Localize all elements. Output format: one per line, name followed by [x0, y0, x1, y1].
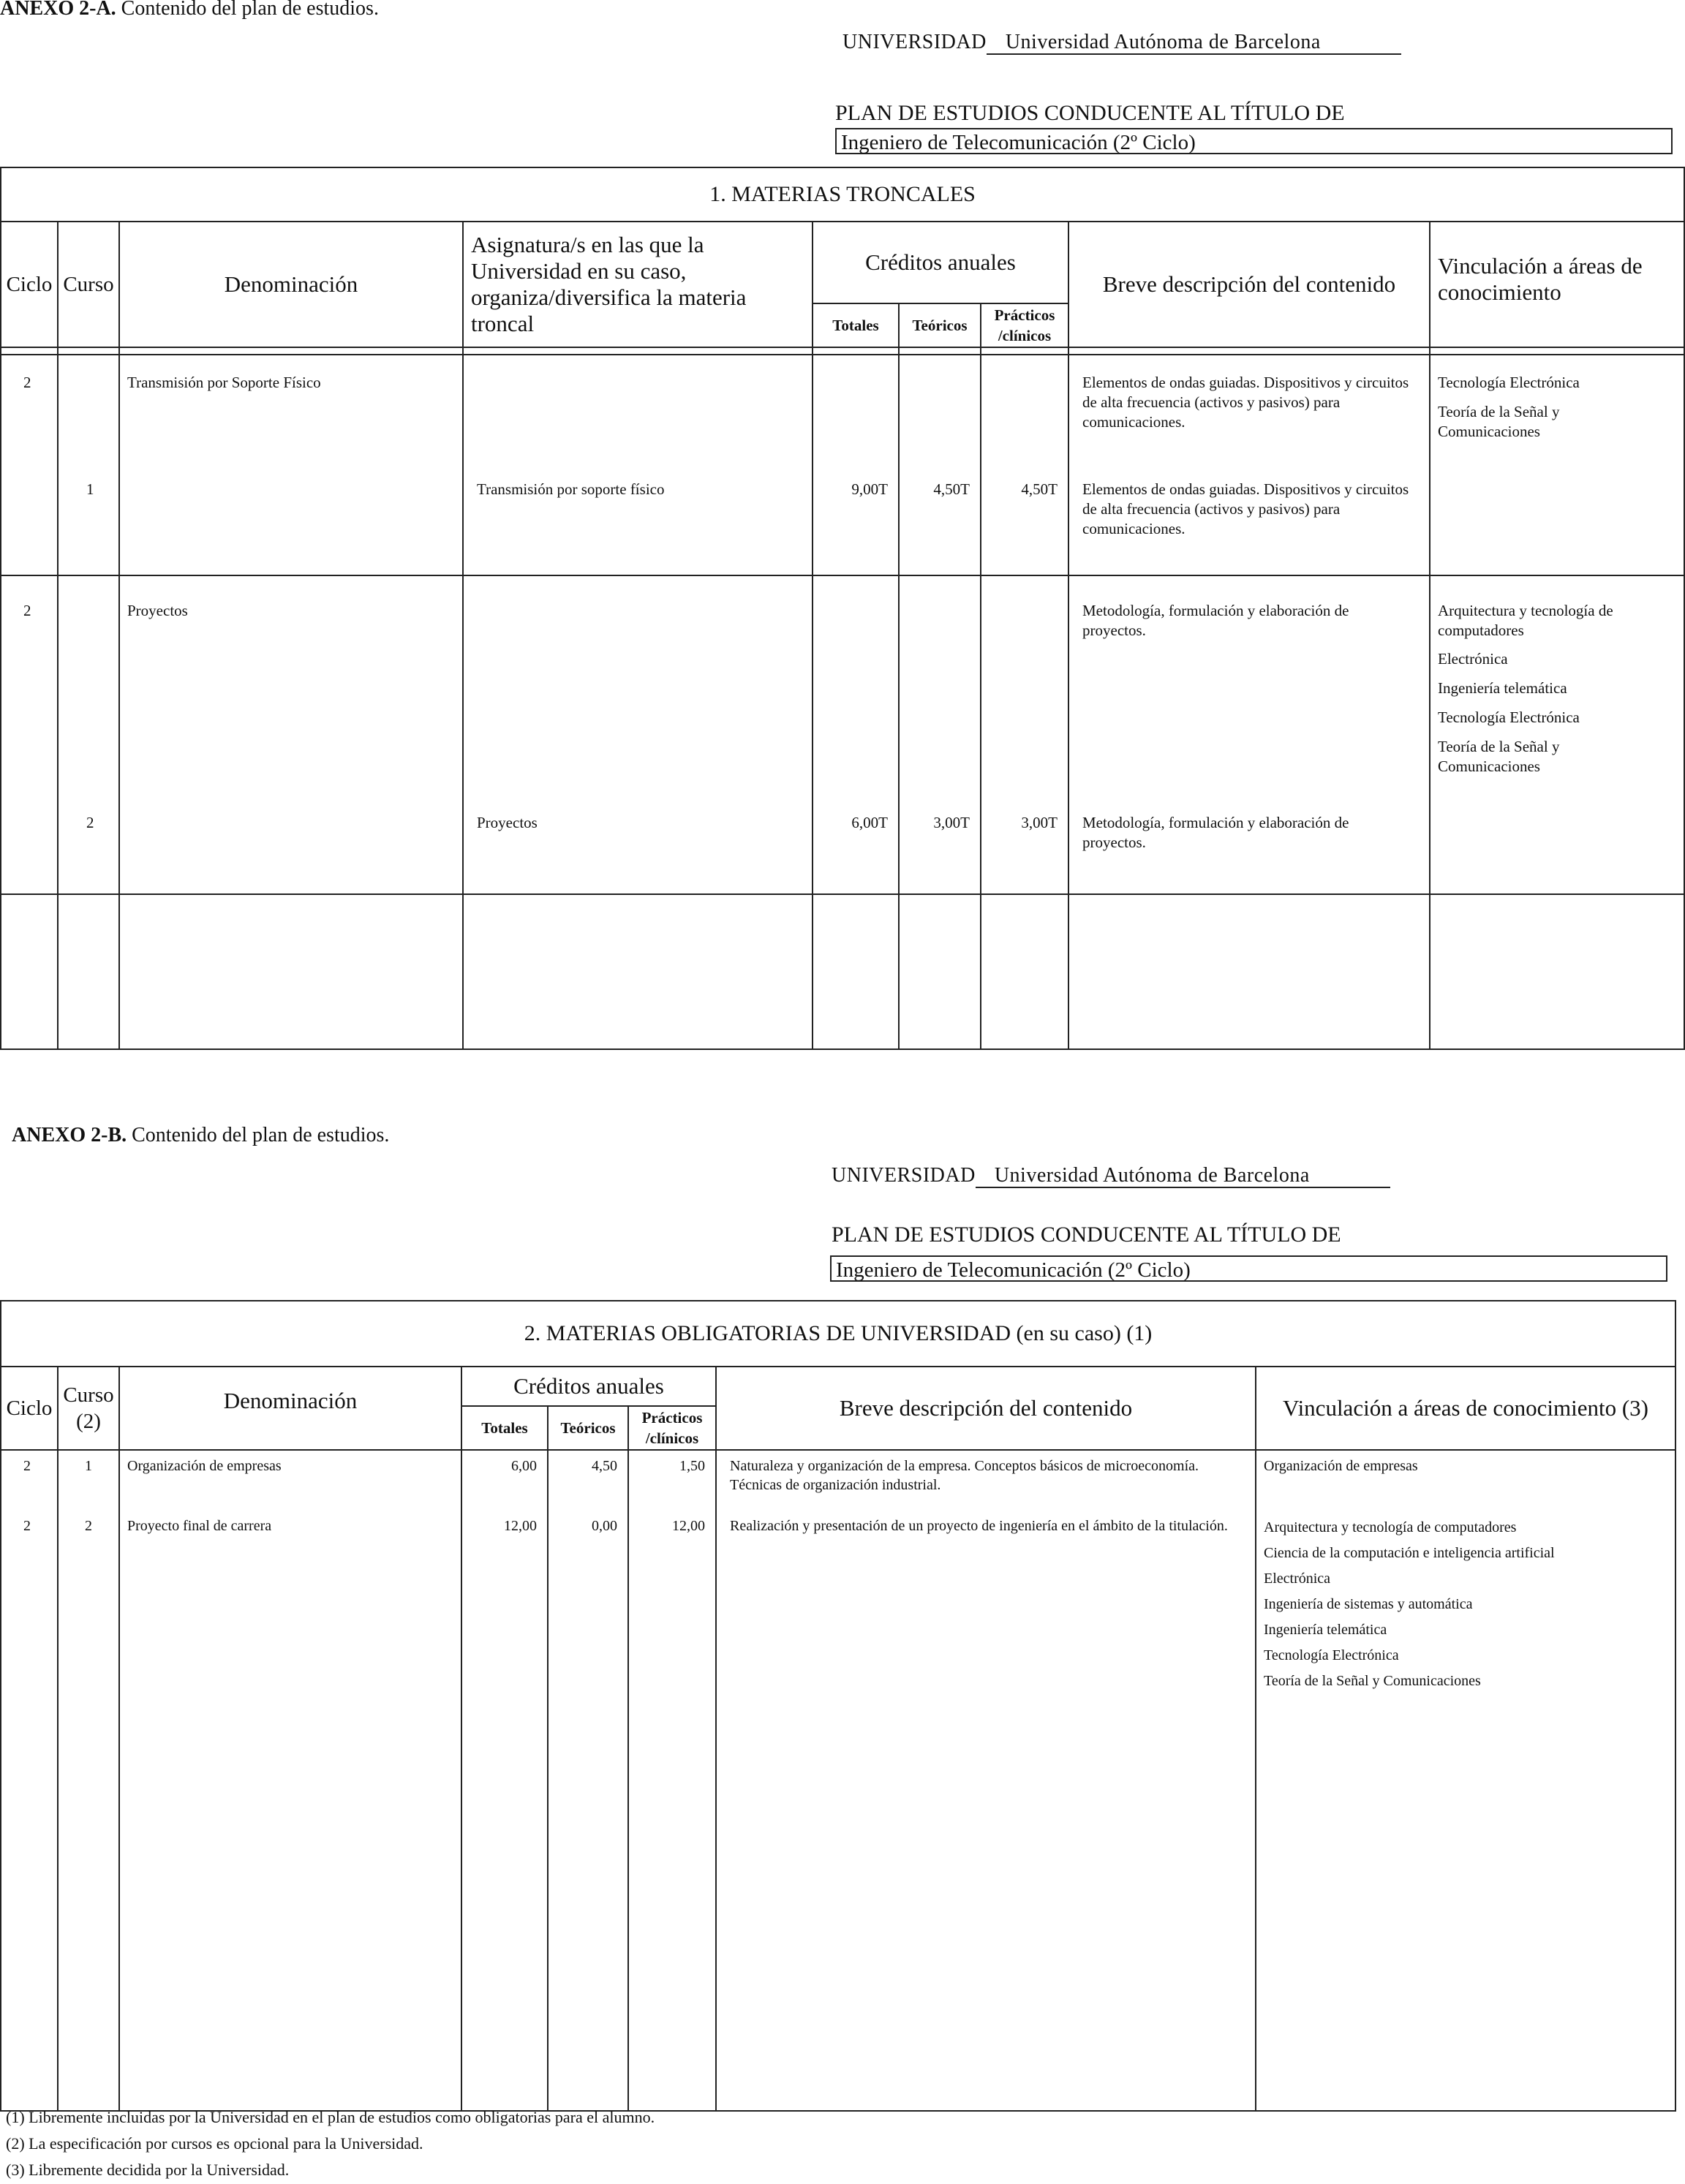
annex-b-university: UNIVERSIDAD Universidad Autónoma de Barcelona — [832, 1164, 1390, 1187]
totales-cell: 12,00 — [504, 1518, 537, 1534]
area-item: Ciencia de la computación e inteligencia artificial — [1264, 1545, 1555, 1561]
annex-a-degree-box: Ingeniero de Telecomunicación (2º Ciclo) — [835, 128, 1673, 154]
col-totales: Totales — [461, 1406, 548, 1450]
area-item: Teoría de la Señal y Comunicaciones — [1264, 1673, 1481, 1689]
descripcion-cell: Naturaleza y organización de la empresa. Conceptos básicos de microeconomía. Técnicas de organización industrial. — [730, 1458, 1199, 1493]
asignatura-cell: Transmisión por soporte físico — [477, 480, 665, 498]
descripcion-sub-cell: Metodología, formulación y elaboración de proyectos. — [1082, 814, 1349, 851]
col-ciclo: Ciclo — [1, 1367, 58, 1450]
annex-a-plan-label: PLAN DE ESTUDIOS CONDUCENTE AL TÍTULO DE — [835, 101, 1345, 125]
area-item: Ingeniería telemática — [1264, 1622, 1387, 1638]
curso-cell: 1 — [85, 1458, 92, 1474]
troncales-table — [0, 167, 1685, 1050]
col-creditos: Créditos anuales — [461, 1367, 716, 1406]
ciclo-cell: 2 — [23, 602, 31, 619]
troncales-section-title: 1. MATERIAS TRONCALES — [1, 167, 1684, 222]
col-vinculacion: Vinculación a áreas de conocimiento — [1430, 222, 1684, 347]
area-item: Tecnología Electrónica — [1438, 709, 1580, 726]
practicos-cell: 4,50T — [1021, 480, 1058, 498]
col-totales: Totales — [813, 303, 899, 347]
area-item: Ingeniería de sistemas y automática — [1264, 1596, 1473, 1612]
practicos-cell: 12,00 — [672, 1518, 705, 1534]
area-item: Electrónica — [1264, 1571, 1331, 1587]
totales-cell: 6,00 — [511, 1458, 537, 1474]
table-row — [1, 575, 1684, 894]
curso-cell: 2 — [85, 1518, 92, 1534]
table-row — [1, 355, 1684, 575]
footnote-2: (2) La especificación por cursos es opcional para la Universidad. — [6, 2134, 423, 2153]
area-item: Teoría de la Señal y Comunicaciones — [1438, 403, 1560, 440]
teoricos-cell: 4,50T — [933, 480, 970, 498]
obligatorias-section-title: 2. MATERIAS OBLIGATORIAS DE UNIVERSIDAD (en su caso) (1) — [1, 1301, 1675, 1367]
totales-cell: 9,00T — [851, 480, 888, 498]
asignatura-cell: Proyectos — [477, 814, 538, 831]
area-item: Arquitectura y tecnología de computadores — [1264, 1519, 1517, 1535]
area-item: Tecnología Electrónica — [1438, 374, 1580, 391]
denominacion-cell: Proyectos — [127, 602, 188, 619]
col-curso: Curso (2) — [58, 1367, 119, 1450]
area-item: Organización de empresas — [1264, 1458, 1418, 1474]
descripcion-sub-cell: Elementos de ondas guiadas. Dispositivos y circuitos de alta frecuencia (activos y pasivos) para comunicaciones. — [1082, 480, 1409, 537]
col-vinculacion: Vinculación a áreas de conocimiento (3) — [1256, 1367, 1675, 1450]
descripcion-cell: Realización y presentación de un proyecto de ingeniería en el ámbito de la titulación. — [730, 1518, 1228, 1534]
annex-a-university: UNIVERSIDAD Universidad Autónoma de Barcelona — [842, 31, 1401, 54]
denominacion-cell: Transmisión por Soporte Físico — [127, 374, 321, 391]
col-denominacion: Denominación — [119, 1367, 461, 1450]
descripcion-cell: Metodología, formulación y elaboración de proyectos. — [1082, 602, 1349, 639]
annex-a-heading: ANEXO 2-A. Contenido del plan de estudios. — [0, 0, 379, 20]
area-item: Electrónica — [1438, 650, 1508, 668]
curso-cell: 1 — [86, 480, 94, 498]
totales-cell: 6,00T — [851, 814, 888, 831]
annex-b-plan-label: PLAN DE ESTUDIOS CONDUCENTE AL TÍTULO DE — [832, 1223, 1341, 1247]
col-asignatura: Asignatura/s en las que la Universidad en su caso, organiza/diversifica la materia troncal — [463, 222, 813, 347]
col-creditos: Créditos anuales — [813, 222, 1068, 303]
col-teoricos: Teóricos — [899, 303, 981, 347]
footnote-1: (1) Libremente incluidas por la Universidad en el plan de estudios como obligatorias para el alumno. — [6, 2108, 655, 2126]
ciclo-cell: 2 — [23, 1458, 31, 1474]
area-item: Ingeniería telemática — [1438, 679, 1567, 697]
col-practicos: Prácticos /clínicos — [981, 303, 1068, 347]
annex-b-university-value: Universidad Autónoma de Barcelona — [976, 1164, 1390, 1188]
area-item: Teoría de la Señal y Comunicaciones — [1438, 738, 1560, 775]
ciclo-cell: 2 — [23, 1518, 31, 1534]
ciclo-cell: 2 — [23, 374, 31, 391]
col-practicos: Prácticos /clínicos — [628, 1406, 716, 1450]
denominacion-cell: Organización de empresas — [127, 1458, 282, 1474]
practicos-cell: 3,00T — [1021, 814, 1058, 831]
col-teoricos: Teóricos — [548, 1406, 628, 1450]
col-ciclo: Ciclo — [1, 222, 58, 347]
area-item: Arquitectura y tecnología de computadores — [1438, 602, 1613, 639]
annex-b-heading: ANEXO 2-B. Contenido del plan de estudios. — [12, 1124, 390, 1146]
col-curso: Curso — [58, 222, 119, 347]
curso-cell: 2 — [86, 814, 94, 831]
teoricos-cell: 3,00T — [933, 814, 970, 831]
col-descripcion: Breve descripción del contenido — [716, 1367, 1256, 1450]
col-denominacion: Denominación — [119, 222, 463, 347]
annex-b-degree-box: Ingeniero de Telecomunicación (2º Ciclo) — [830, 1255, 1667, 1282]
table-body — [1, 1450, 1675, 2111]
annex-a-university-value: Universidad Autónoma de Barcelona — [987, 31, 1401, 55]
practicos-cell: 1,50 — [679, 1458, 705, 1474]
col-descripcion: Breve descripción del contenido — [1068, 222, 1430, 347]
teoricos-cell: 4,50 — [592, 1458, 617, 1474]
area-item: Tecnología Electrónica — [1264, 1647, 1399, 1663]
footnote-3: (3) Libremente decidida por la Universidad. — [6, 2161, 290, 2179]
teoricos-cell: 0,00 — [592, 1518, 617, 1534]
obligatorias-table — [0, 1300, 1676, 2112]
descripcion-cell: Elementos de ondas guiadas. Dispositivos y circuitos de alta frecuencia (activos y pasivos) para comunicaciones. — [1082, 374, 1409, 431]
denominacion-cell: Proyecto final de carrera — [127, 1518, 272, 1534]
